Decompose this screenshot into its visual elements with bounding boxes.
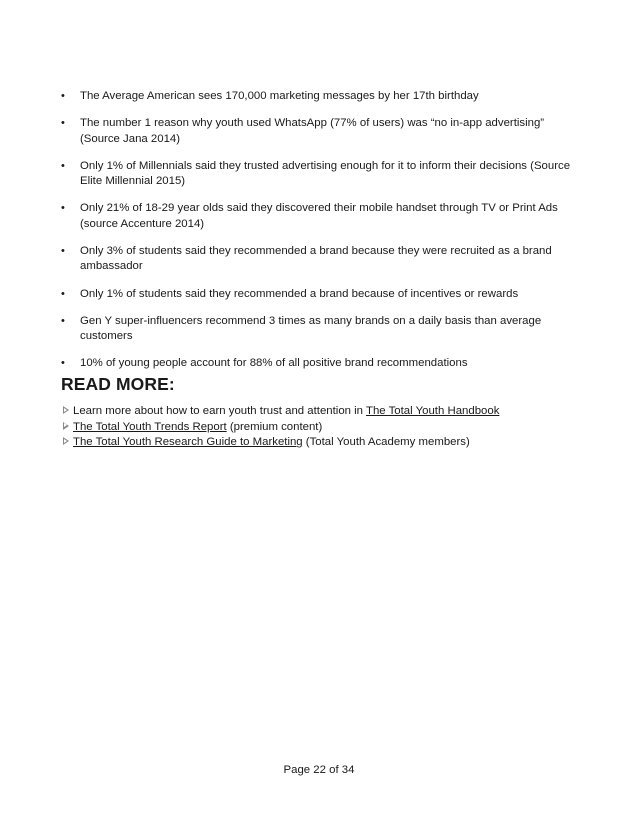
- triangle-arrow-icon: [63, 422, 69, 430]
- bullet-text: Only 1% of students said they recommended a brand because of incentives or rewards: [80, 287, 519, 300]
- bullet-item: [61, 244, 581, 275]
- read-more-heading: READ MORE:: [61, 374, 175, 394]
- link-total-youth-handbook[interactable]: The Total Youth Handbook: [365, 405, 500, 417]
- link-total-youth-trends-report[interactable]: The Total Youth Trends Report: [73, 420, 227, 433]
- link-prefix: Learn more about how to earn youth trust and attention in: [73, 405, 366, 417]
- bullet-dot: •: [61, 159, 65, 172]
- bullet-dot: •: [61, 314, 65, 327]
- bullet-text: 10% of young people account for 88% of all positive brand recommendations: [80, 357, 468, 370]
- read-more-item: [61, 404, 499, 420]
- bullet-text: Gen Y super-influencers recommend 3 times as many brands on a daily basis than average customers: [80, 314, 542, 343]
- bullet-dot: •: [61, 202, 65, 215]
- page-number-footer: Page 22 of 34: [283, 764, 355, 776]
- bullet-item: [61, 201, 581, 232]
- bullet-item: [61, 356, 581, 371]
- link-suffix: (Total Youth Academy members): [302, 436, 470, 449]
- bullet-item: [61, 116, 581, 147]
- bullet-text: Only 21% of 18-29 year olds said they discovered their mobile handset through TV or Print Ads (source Accenture 2014): [80, 202, 558, 230]
- bullet-dot: •: [61, 357, 65, 370]
- read-more-item: [61, 420, 499, 436]
- bullet-text: Only 3% of students said they recommended a brand because they were recruited as a brand ambassador: [80, 245, 552, 273]
- triangle-arrow-icon: [63, 437, 69, 445]
- bullet-dot: •: [61, 287, 65, 300]
- read-more-item: [61, 435, 499, 451]
- bullet-item: [61, 89, 581, 104]
- bullet-text: The number 1 reason why youth used WhatsApp (77% of users) was “no in-app advertising” (Source Jana 2014): [80, 117, 545, 145]
- bullet-item: [61, 287, 581, 302]
- bullet-text: Only 1% of Millennials said they trusted advertising enough for it to inform their decisions (Source Elite Millennial 2015): [80, 159, 571, 188]
- read-more-link-list: [61, 404, 499, 451]
- bullet-dot: •: [61, 117, 65, 130]
- bullet-dot: •: [61, 245, 65, 258]
- bullet-dot: •: [61, 90, 65, 102]
- bullet-item: [61, 159, 581, 190]
- link-suffix: (premium content): [226, 420, 323, 433]
- statistics-bullet-list: [61, 89, 581, 384]
- triangle-arrow-icon: [63, 406, 69, 414]
- bullet-text: The Average American sees 170,000 marketing messages by her 17th birthday: [80, 90, 479, 102]
- link-total-youth-research-guide[interactable]: The Total Youth Research Guide to Marketing: [73, 436, 303, 449]
- bullet-item: [61, 314, 581, 345]
